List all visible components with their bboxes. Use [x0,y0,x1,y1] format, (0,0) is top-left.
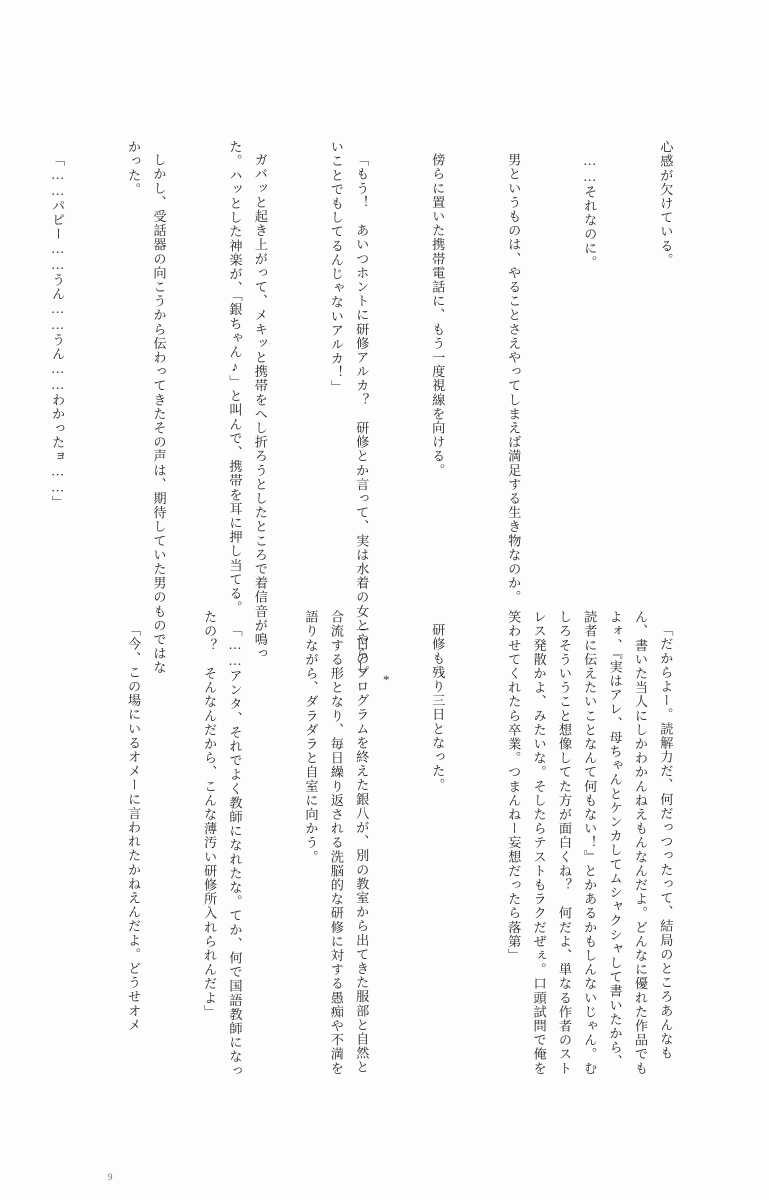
text-column-block-left [70,610,729,1080]
paragraph: ガバッと起き上がって、メキッと携帯をへし折ろうとしたところで着信音が鳴った。ハッとした神楽が、「銀ちゃん♪」と叫んで、携帯を耳に押し当てる。 [227,140,268,661]
paragraph: 研修も残り三日となった。 [430,623,446,793]
paragraph: 一日のプログラムを終えた銀八が、別の教室から出てきた服部と自然と合流する形となり、毎日繰り返される洗脳的な研修に対する愚痴や不満を語りながら、ダラダラと自室に向かう。 [303,610,370,1076]
paragraph: 「もう！ あいつホントに研修アルカ？ 研修とか言って、実は水着の女とやらしいことでもしてるんじゃないアルカ！」 [328,140,370,675]
paragraph: 「だからよー。読解力だ、何だっつったって、結局のところあんなもん、書いた当人にしかわかんねえもんなんだよ。どんなに優れた作品でもよォ、『実はアレ、母ちゃんとケンカしてムシャクシャして書いたから、読者に伝えたいことなんて何もない！』とかあるかもしんないじゃん。むしろそういうこと想像してた方が面白くね？ 何だよ、単なる作者のストレス発散かよ、みたいな。そしたらテストもラクだぜぇ。口頭試問で俺を笑わせてくれたら卒業。つまんねー妄想だったら落第」 [506,610,674,1076]
paragraph: ……それなのに。 [582,153,598,270]
paragraph: 傍らに置いた携帯電話に、もう一度視線を向ける。 [430,153,446,478]
page-number: 9 [108,1172,114,1182]
text-column-block-right [0,140,729,680]
paragraph: 男というものは、やることさえやってしまえば満足する生き物なのか。 [506,153,522,605]
paragraph: 「……アンタ、それでよく教師になれたな。てか、何で国語教師になったの？ そんなんだから、こんな薄汚い研修所入れられんだよ」 [202,610,243,1078]
paragraph: 「……パピー……うん……うん……わかったョ……」 [50,153,66,510]
paragraph: 心感が欠けている。 [658,140,674,267]
paragraph: しかし、受話器の向こうから伝わってきたその声は、期待していた男のものではなかった。 [126,140,167,675]
scene-divider: * [383,672,390,687]
paragraph: 「今、この場にいるオメーに言われたかねえんだよ。どうせオメ [126,623,142,1033]
